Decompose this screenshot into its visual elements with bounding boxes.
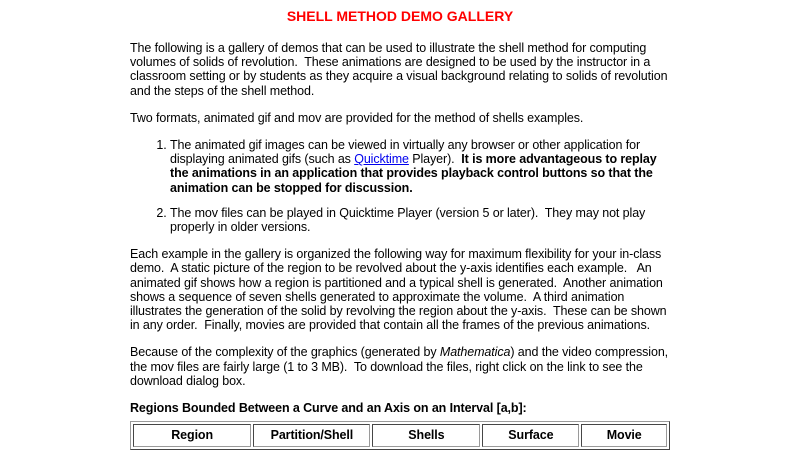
intro-paragraph: The following is a gallery of demos that can be used to illustrate the shell method for computing volumes of solids of revolution. These animations are designed to be used by the instructor in a classroom setting or by students as they acquire a visual background relating to solids of revolution and the steps of the shell method. [130, 41, 671, 98]
organization-paragraph: Each example in the gallery is organized the following way for maximum flexibility for your in-class demo. A static picture of the region to be revolved about the y-axis identifies each example. An animated gif shows how a region is partitioned and a typical shell is generated. Another animation shows a sequence of seven shells generated to approximate the volume. A third animation illustrates the generation of the solid by revolving the region about the y-axis. These can be shown in any order. Finally, movies are provided that contain all the frames of the previous animations. [130, 247, 670, 333]
formats-paragraph: Two formats, animated gif and mov are provided for the method of shells examples. [130, 110, 584, 125]
size-note-text-post: ) and the video compression, the mov files are fairly large (1 to 3 MB). To download the files, right click on the link to see the download dialog box. [130, 345, 672, 388]
table-header-row [133, 424, 667, 447]
size-note-paragraph [130, 345, 670, 388]
list-item-mov-files: 2. The mov files can be played in Quicktime Player (version 5 or later). They may not play properly in older versions. [170, 206, 670, 234]
formats-list [130, 138, 670, 234]
mathematica-word: Mathematica [439, 345, 511, 360]
table-header-partition-shell: Partition/Shell [253, 424, 370, 447]
list-item1-text-pre: The animated gif images can be viewed in virtually any browser or other application for displaying animated gifs (such as [170, 138, 644, 167]
size-note-text-pre: Because of the complexity of the graphics (generated by [130, 345, 440, 360]
list-item-animated-gif [170, 138, 670, 195]
quicktime-link[interactable]: Quicktime [354, 152, 409, 167]
list-item1-bold-note: It is more advantageous to replay the animations in an application that provides playback control buttons so that the animation can be stopped for discussion. [170, 152, 661, 195]
page-content [130, 0, 670, 450]
demo-gallery-table [130, 421, 670, 450]
table-header-shells: Shells [372, 424, 480, 447]
table-header-movie: Movie [581, 424, 667, 447]
table-header-surface: Surface [482, 424, 579, 447]
list-item1-text-mid: Player). [408, 152, 462, 167]
page-title: SHELL METHOD DEMO GALLERY [286, 8, 514, 24]
table-header-region: Region [133, 424, 251, 447]
section-heading: Regions Bounded Between a Curve and an Axis on an Interval [a,b]: [130, 401, 527, 416]
